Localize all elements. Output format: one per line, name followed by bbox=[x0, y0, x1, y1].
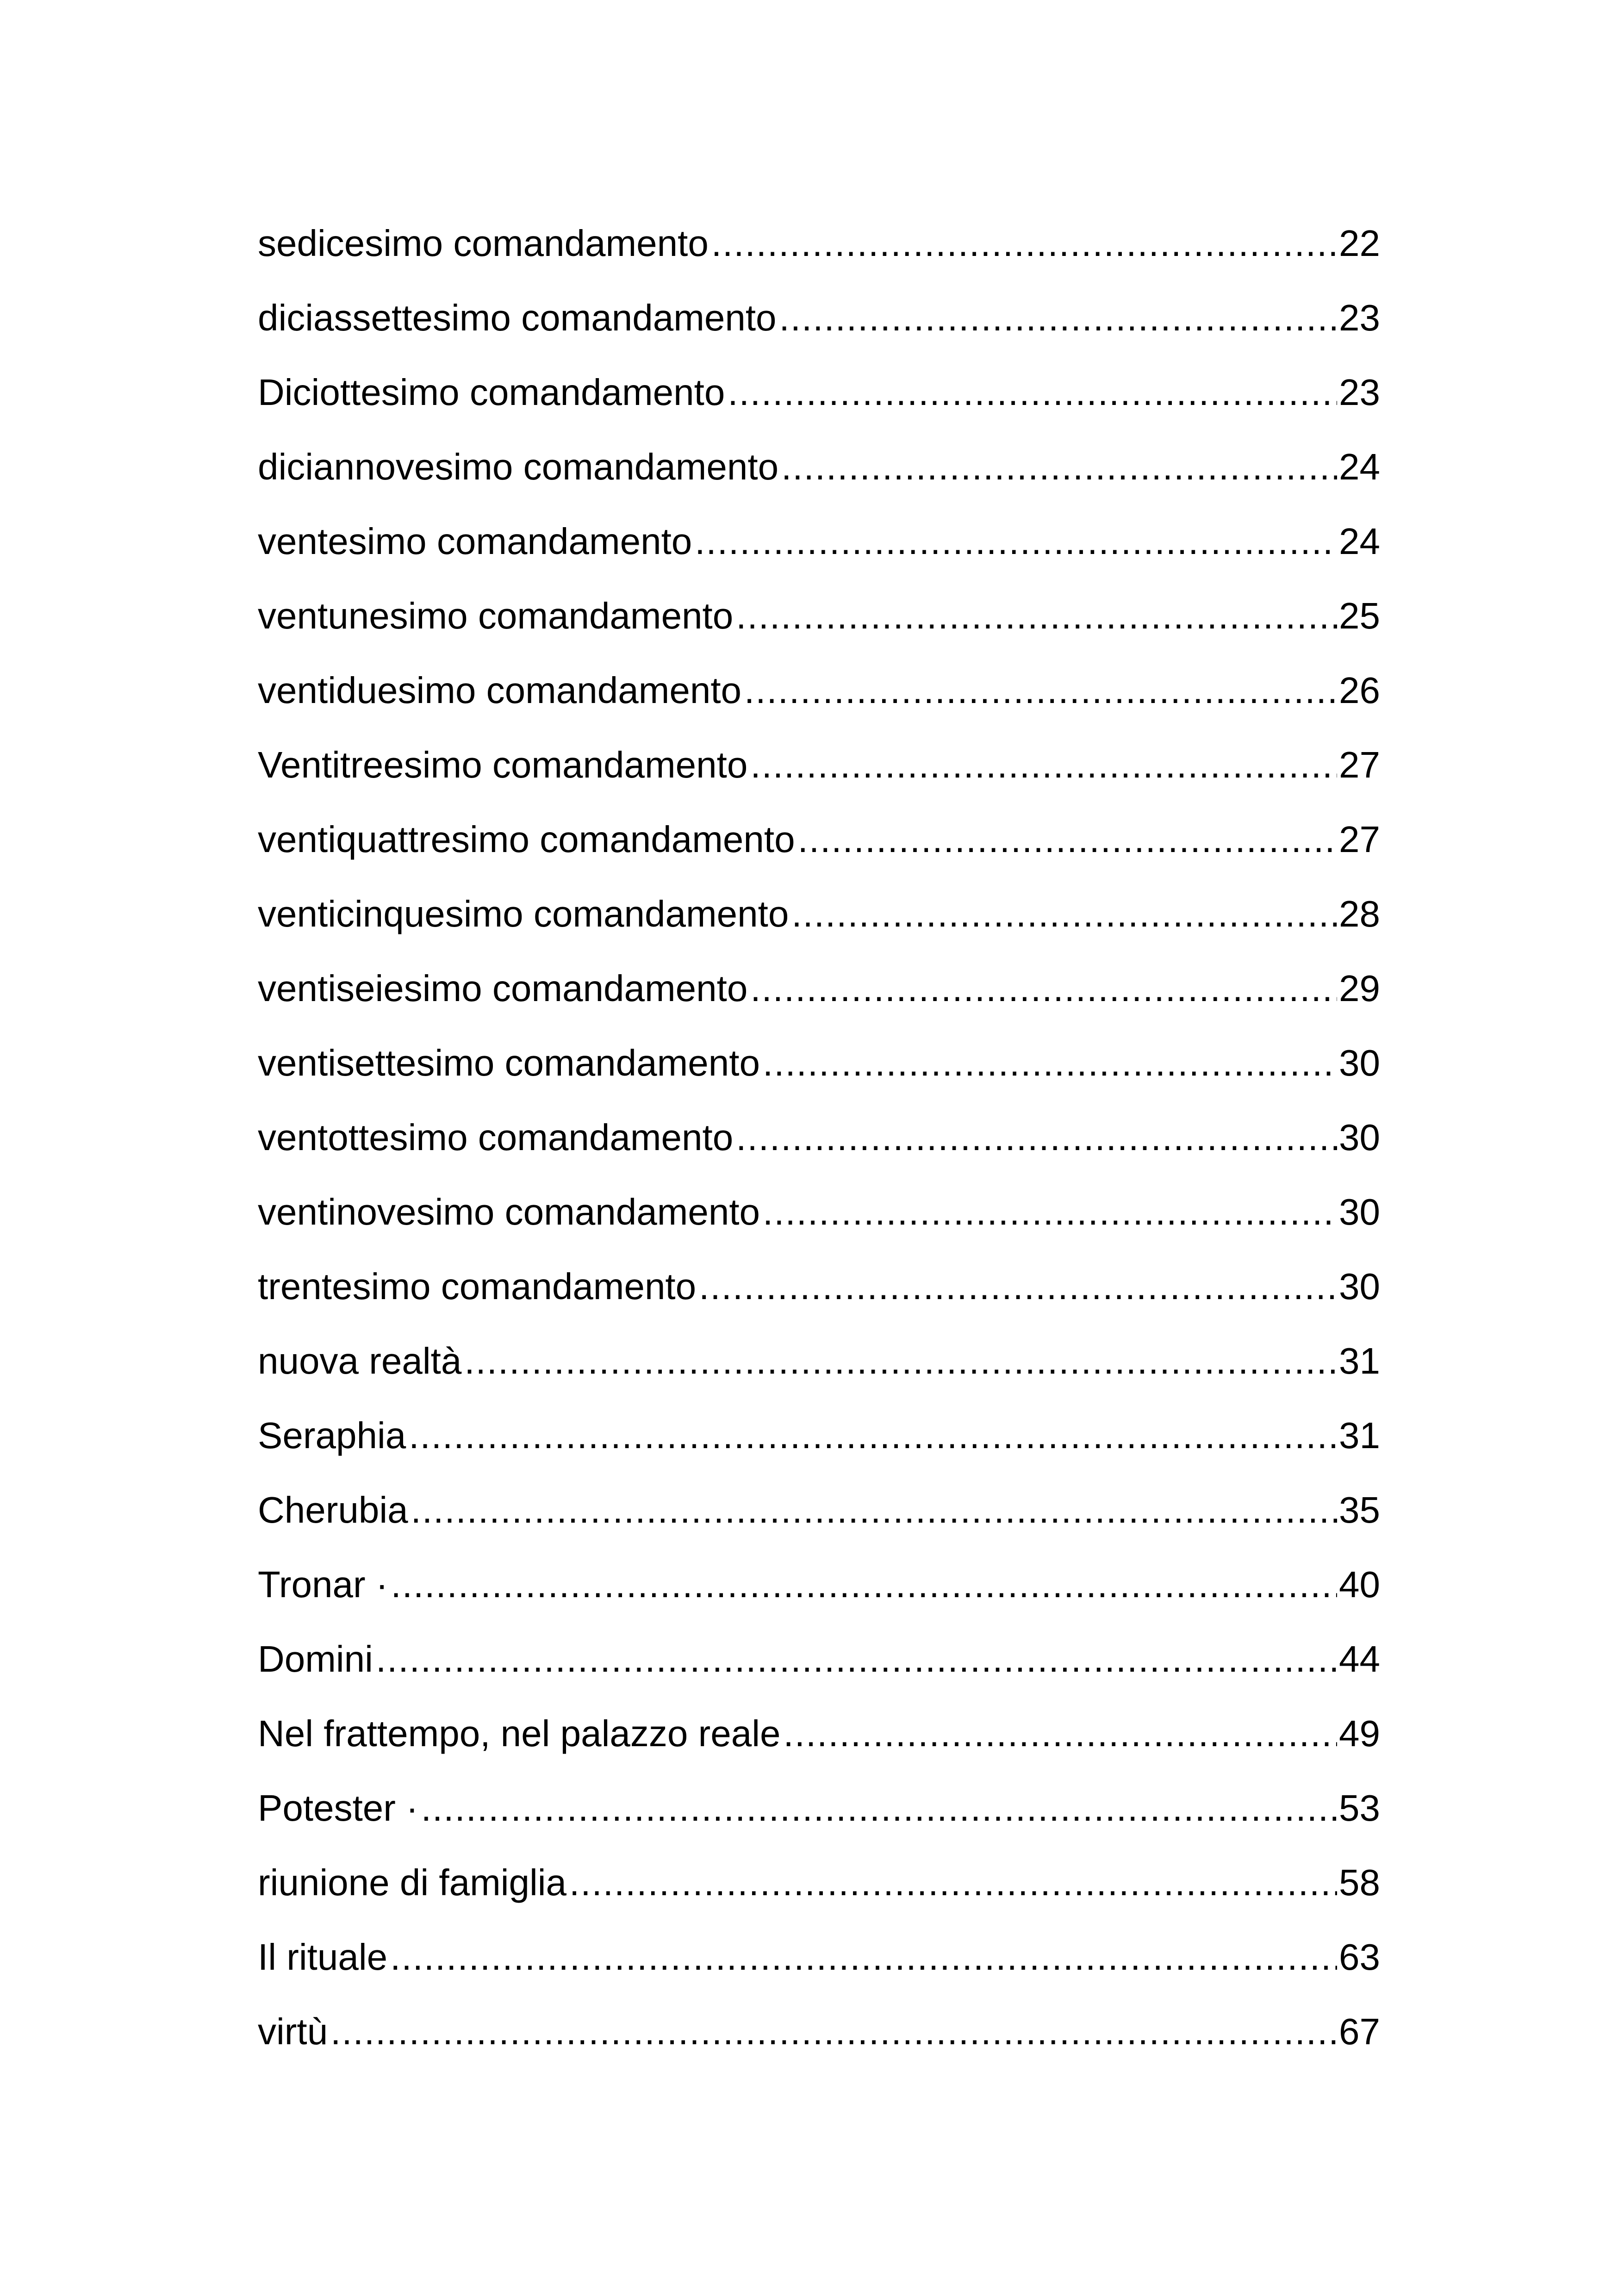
toc-entry[interactable] bbox=[258, 1622, 1380, 1696]
toc-entry[interactable] bbox=[258, 1249, 1380, 1324]
toc-page-number: 24 bbox=[1339, 521, 1380, 562]
toc-dot-leader bbox=[763, 1026, 1337, 1100]
toc-page-number: 53 bbox=[1339, 1787, 1380, 1829]
toc-entry[interactable] bbox=[258, 429, 1380, 504]
toc-entry-title: ventunesimo comandamento bbox=[258, 595, 734, 636]
toc-page-number: 23 bbox=[1339, 297, 1380, 338]
toc-page-number: 28 bbox=[1339, 893, 1380, 934]
toc-entry-title: nuova realtà bbox=[258, 1340, 462, 1381]
toc-page-number: 31 bbox=[1339, 1415, 1380, 1456]
toc-entry[interactable] bbox=[258, 1994, 1380, 2069]
toc-dot-leader bbox=[391, 1547, 1337, 1622]
toc-page-number: 30 bbox=[1339, 1117, 1380, 1158]
toc-entry[interactable] bbox=[258, 1398, 1380, 1473]
toc-dot-leader bbox=[699, 1249, 1337, 1324]
toc-page-number: 23 bbox=[1339, 372, 1380, 413]
toc-entry-title: Nel frattempo, nel palazzo reale bbox=[258, 1713, 781, 1754]
toc-entry-title: diciannovesimo comandamento bbox=[258, 446, 779, 487]
toc-dot-leader bbox=[750, 728, 1337, 802]
toc-dot-leader bbox=[711, 206, 1337, 280]
toc-entry[interactable] bbox=[258, 1175, 1380, 1249]
toc-page-number: 44 bbox=[1339, 1638, 1380, 1680]
toc-page-number: 25 bbox=[1339, 595, 1380, 636]
toc-dot-leader bbox=[736, 579, 1337, 653]
toc-entry-title: Ventitreesimo comandamento bbox=[258, 744, 748, 785]
toc-entry-title: Diciottesimo comandamento bbox=[258, 372, 725, 413]
toc-entry-title: Il rituale bbox=[258, 1936, 388, 1978]
toc-entry[interactable] bbox=[258, 951, 1380, 1026]
toc-dot-leader bbox=[728, 355, 1337, 429]
toc-page-number: 30 bbox=[1339, 1191, 1380, 1232]
toc-page-number: 35 bbox=[1339, 1489, 1380, 1531]
toc-entry[interactable] bbox=[258, 1696, 1380, 1771]
toc-dot-leader bbox=[784, 1696, 1338, 1771]
toc-page-number: 31 bbox=[1339, 1340, 1380, 1381]
toc-entry-title: riunione di famiglia bbox=[258, 1862, 567, 1903]
toc-dot-leader bbox=[409, 1398, 1337, 1473]
toc-entry-title: venticinquesimo comandamento bbox=[258, 893, 789, 934]
toc-entry[interactable] bbox=[258, 504, 1380, 579]
toc-entry[interactable] bbox=[258, 206, 1380, 280]
toc-dot-leader bbox=[376, 1622, 1337, 1696]
toc-entry-title: ventiduesimo comandamento bbox=[258, 670, 742, 711]
toc-entry[interactable] bbox=[258, 877, 1380, 951]
toc-entry[interactable] bbox=[258, 728, 1380, 802]
toc-page-number: 58 bbox=[1339, 1862, 1380, 1903]
toc-dot-leader bbox=[421, 1771, 1337, 1845]
toc-entry[interactable] bbox=[258, 653, 1380, 728]
toc-page-number: 67 bbox=[1339, 2011, 1380, 2052]
toc-entry-title: Cherubia bbox=[258, 1489, 408, 1531]
toc-entry[interactable] bbox=[258, 1920, 1380, 1994]
toc-entry-title: Potester · bbox=[258, 1787, 418, 1829]
toc-page-number: 30 bbox=[1339, 1042, 1380, 1083]
toc-entry[interactable] bbox=[258, 802, 1380, 877]
toc-entry-title: Tronar · bbox=[258, 1564, 388, 1605]
toc-entry[interactable] bbox=[258, 1473, 1380, 1547]
toc-entry[interactable] bbox=[258, 355, 1380, 429]
toc-page-number: 49 bbox=[1339, 1713, 1380, 1754]
toc-dot-leader bbox=[779, 280, 1337, 355]
toc-page-number: 27 bbox=[1339, 819, 1380, 860]
toc-entry[interactable] bbox=[258, 1547, 1380, 1622]
toc-entry-title: sedicesimo comandamento bbox=[258, 223, 709, 264]
toc-entry[interactable] bbox=[258, 1845, 1380, 1920]
toc-entry[interactable] bbox=[258, 1771, 1380, 1845]
toc-entry[interactable] bbox=[258, 1324, 1380, 1398]
toc-dot-leader bbox=[330, 1994, 1337, 2069]
toc-entry[interactable] bbox=[258, 280, 1380, 355]
toc-entry[interactable] bbox=[258, 1100, 1380, 1175]
toc-dot-leader bbox=[798, 802, 1337, 877]
toc-entry-title: ventesimo comandamento bbox=[258, 521, 692, 562]
toc-entry[interactable] bbox=[258, 579, 1380, 653]
toc-entry-title: diciassettesimo comandamento bbox=[258, 297, 777, 338]
toc-entry-title: ventiseiesimo comandamento bbox=[258, 968, 748, 1009]
toc-entry[interactable] bbox=[258, 1026, 1380, 1100]
toc-dot-leader bbox=[569, 1845, 1337, 1920]
toc-page-number: 24 bbox=[1339, 446, 1380, 487]
toc-entry-title: ventisettesimo comandamento bbox=[258, 1042, 760, 1083]
toc-dot-leader bbox=[411, 1473, 1337, 1547]
toc-dot-leader bbox=[744, 653, 1337, 728]
toc-dot-leader bbox=[781, 429, 1337, 504]
toc-entry-title: Seraphia bbox=[258, 1415, 406, 1456]
toc-page-number: 63 bbox=[1339, 1936, 1380, 1978]
toc-dot-leader bbox=[791, 877, 1337, 951]
toc-dot-leader bbox=[750, 951, 1337, 1026]
table-of-contents bbox=[258, 206, 1380, 2069]
toc-page-number: 22 bbox=[1339, 223, 1380, 264]
toc-entry-title: Domini bbox=[258, 1638, 373, 1680]
toc-entry-title: ventottesimo comandamento bbox=[258, 1117, 734, 1158]
toc-dot-leader bbox=[736, 1100, 1337, 1175]
toc-entry-title: ventiquattresimo comandamento bbox=[258, 819, 795, 860]
toc-dot-leader bbox=[464, 1324, 1337, 1398]
toc-page-number: 40 bbox=[1339, 1564, 1380, 1605]
toc-page-number: 29 bbox=[1339, 968, 1380, 1009]
toc-page-number: 26 bbox=[1339, 670, 1380, 711]
toc-dot-leader bbox=[390, 1920, 1337, 1994]
toc-entry-title: ventinovesimo comandamento bbox=[258, 1191, 760, 1232]
toc-dot-leader bbox=[763, 1175, 1337, 1249]
toc-page-number: 27 bbox=[1339, 744, 1380, 785]
toc-page-number: 30 bbox=[1339, 1266, 1380, 1307]
toc-dot-leader bbox=[695, 504, 1337, 579]
toc-entry-title: trentesimo comandamento bbox=[258, 1266, 697, 1307]
toc-entry-title: virtù bbox=[258, 2011, 328, 2052]
